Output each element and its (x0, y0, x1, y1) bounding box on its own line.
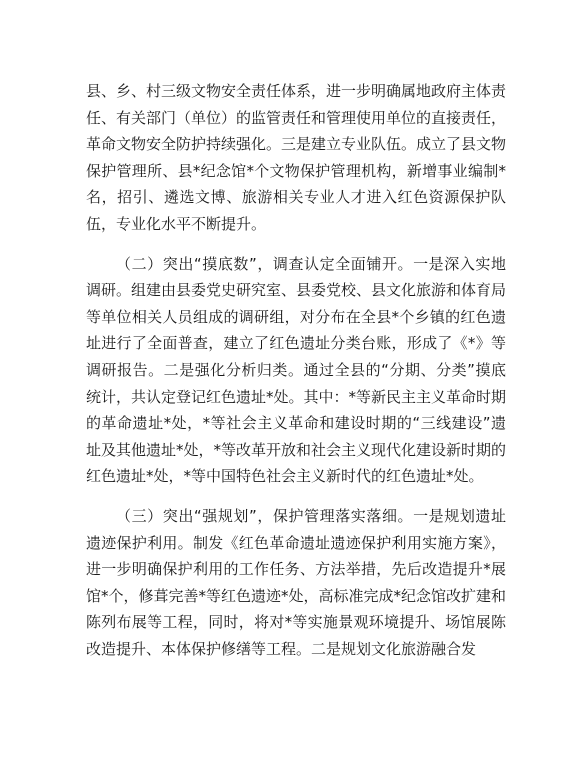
paragraph-continued: 县、乡、村三级文物安全责任体系，进一步明确属地政府主体责任、有关部门（单位）的监管责任和管理使用单位的直接责任，革命文物安全防护持续强化。三是建立专业队伍。成立了县文物保护管理所、县*纪念馆*个文物保护管理机构，新增事业编制*名，招引、遴选文博、旅游相关专业人才进入红色资源保护队伍，专业化水平不断提升。 (86, 82, 507, 233)
paragraph-planning: （三）突出“强规划”，保护管理落实落细。一是规划遗址遗迹保护利用。制发《红色革命遗址遗迹保护利用实施方案》，进一步明确保护利用的工作任务、方法举措，先后改造提升*展馆*个，修葺完善*等红色遗迹*处，高标准完成*纪念馆改扩建和陈列布展等工程，同时，将对*等实施景观环境提升、场馆展陈改造提升、本体保护修缮等工程。二是规划文化旅游融合发 (86, 506, 507, 658)
paragraph-survey: （二）突出“摸底数”，调查认定全面铺开。一是深入实地调研。组建由县委党史研究室、县委党校、县文化旅游和体育局等单位相关人员组成的调研组，对分布在全县*个乡镇的红色遗址进行了全面普查，建立了红色遗址分类台账，形成了《*》等调研报告。二是强化分析归类。通过全县的“分期、分类”摸底统计，共认定登记红色遗址*处。其中：*等新民主主义革命时期的革命遗址*处，*等社会主义革命和建设时期的“三线建设”遗址及其他遗址*处，*等改革开放和社会主义现代化建设新时期的红色遗址*处，*等中国特色社会主义新时代的红色遗址*处。 (86, 254, 507, 486)
document-body (86, 78, 506, 662)
